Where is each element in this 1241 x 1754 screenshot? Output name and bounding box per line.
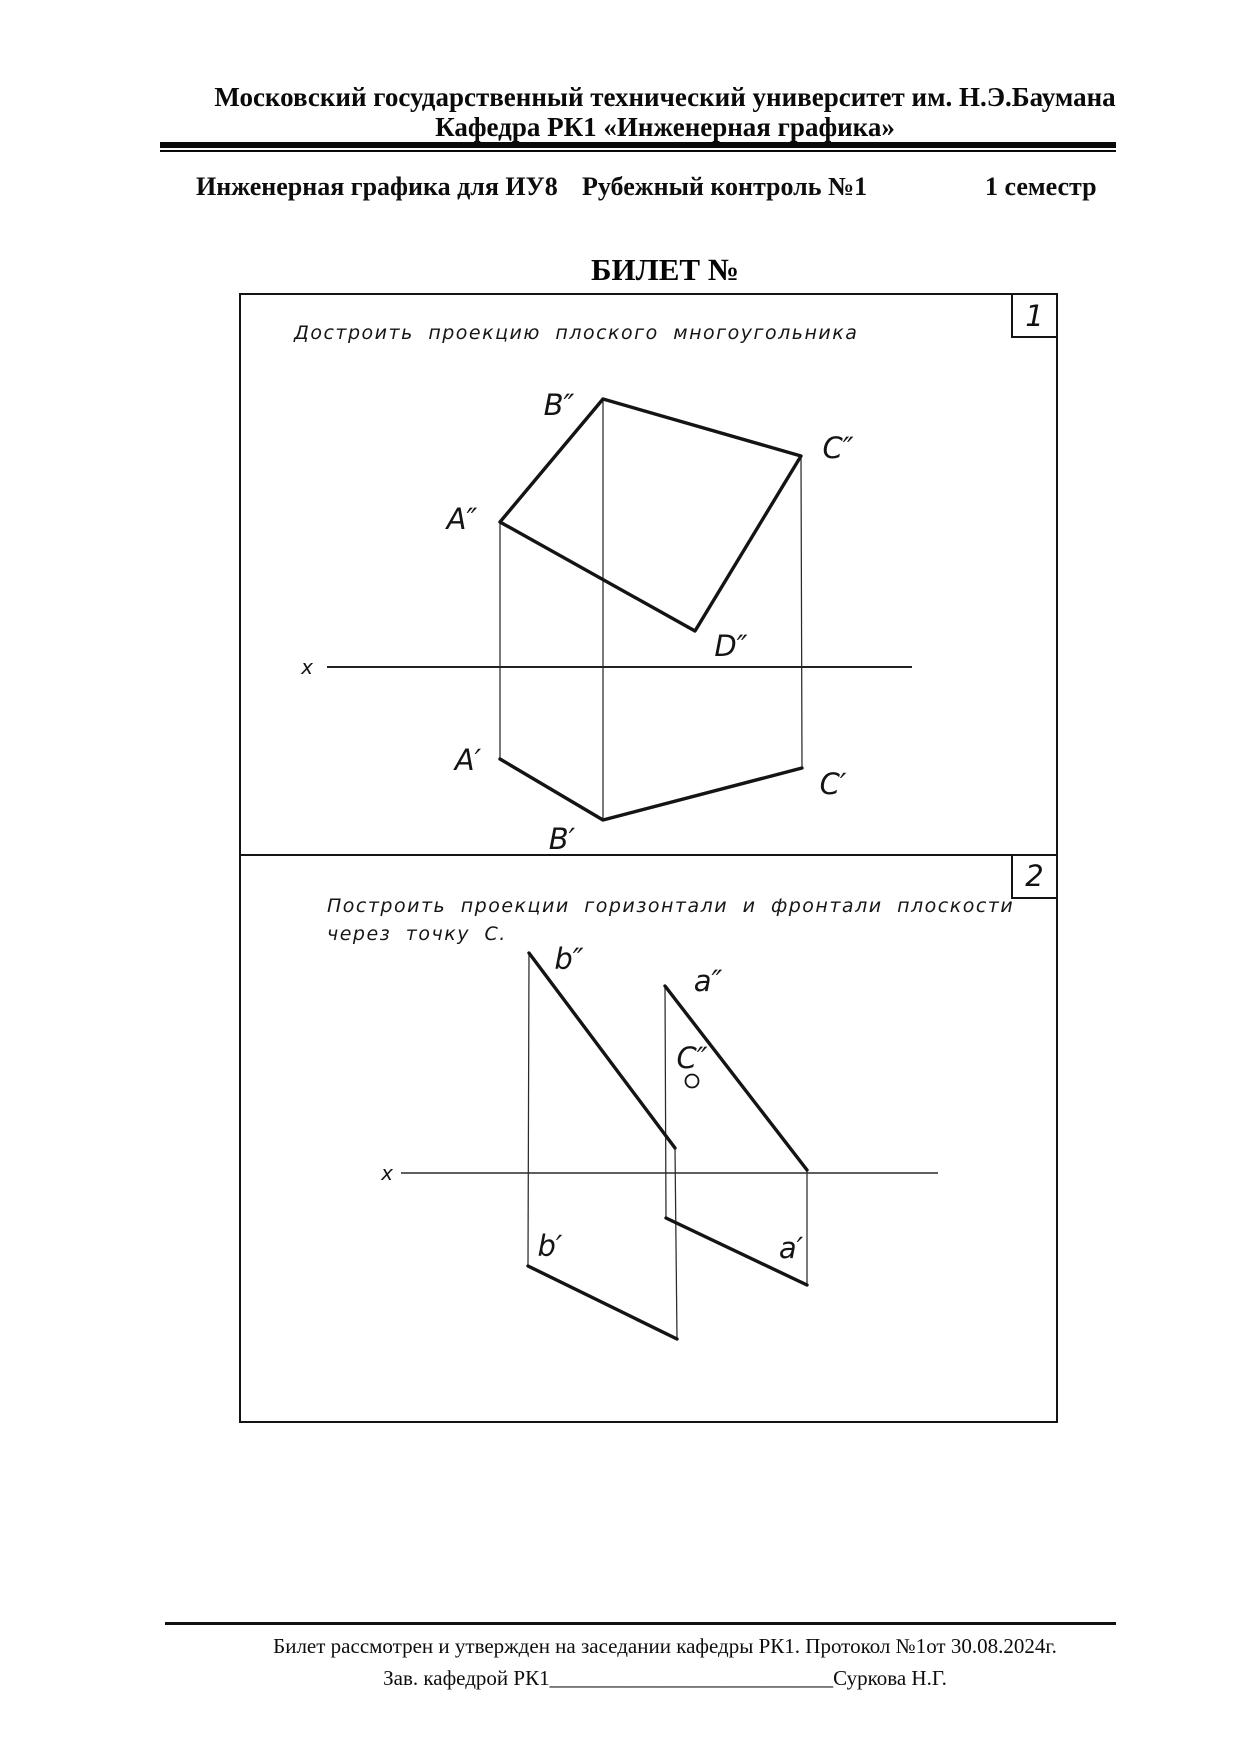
task1-label-A1: A′ — [454, 743, 482, 777]
task2-label-b2: b″ — [554, 941, 584, 976]
task2-label-a2: a″ — [693, 963, 723, 998]
footer-signature-blank: ___________________________ — [549, 1666, 834, 1690]
header-divider-thin-line — [160, 150, 1116, 152]
task1-label-B1: B′ — [548, 822, 576, 853]
task2-instruction-line1: Построить проекции горизонтали и фронтали плоскости — [327, 894, 1015, 917]
task2-line-b1 — [528, 1266, 677, 1339]
footer-approval: Билет рассмотрен и утвержден на заседании кафедры РК1. Протокол №1от 30.08.2024г. — [273, 1634, 1057, 1658]
semester-label: 1 семестр — [985, 172, 1097, 201]
footer-divider — [165, 1622, 1116, 1625]
task1-instruction: Достроить проекцию плоского многоугольника — [294, 322, 859, 344]
task1-box — [239, 293, 1058, 856]
task2-axis-label: x — [381, 1160, 393, 1185]
task1-label-C1: C′ — [819, 767, 847, 801]
task2-number: 2 — [1025, 859, 1044, 893]
footer-signature-name: Суркова Н.Г. — [833, 1666, 947, 1690]
department-title: Кафедра РК1 «Инженерная графика» — [435, 112, 895, 142]
header-divider-thick-line — [160, 142, 1116, 148]
task1-axis-label: x — [301, 655, 313, 679]
task1-label-B2: B″ — [543, 388, 575, 422]
task2-connector-a-left — [665, 986, 666, 1218]
task1-label-C2: C″ — [822, 431, 854, 465]
course-row — [0, 172, 1241, 200]
task1-connector-C — [801, 456, 802, 768]
header-divider — [160, 142, 1116, 152]
task2-label-C2: C″ — [676, 1040, 708, 1075]
task2-label-a1: a′ — [778, 1230, 804, 1265]
footer-signature — [95, 1666, 1235, 1691]
ticket-title: БИЛЕТ № — [591, 252, 739, 287]
task1-horizontal-polyline — [500, 759, 802, 820]
task1-number: 1 — [1025, 298, 1044, 333]
task2-connector-b-left — [528, 953, 529, 1266]
task2-line-b2 — [529, 953, 675, 1148]
university-title: Московский государственный технический университет им. Н.Э.Баумана — [214, 82, 1116, 112]
control-name: Рубежный контроль №1 — [582, 172, 868, 201]
footer-signature-prefix: Зав. кафедрой РК1 — [383, 1666, 550, 1690]
task2-drawing — [241, 856, 1055, 1420]
task2-instruction-line2: через точку С. — [327, 922, 507, 945]
course-name: Инженерная графика для ИУ8 — [196, 172, 558, 201]
task2-connector-b-right — [675, 1148, 677, 1339]
task2-point-C2-marker — [686, 1074, 699, 1087]
task2-box — [239, 854, 1058, 1424]
task1-label-D2: D″ — [714, 629, 748, 663]
task1-frontal-polygon — [500, 399, 801, 631]
task1-drawing — [241, 295, 1055, 853]
task1-label-A2: A″ — [446, 502, 478, 536]
task2-label-b1: b′ — [537, 1228, 563, 1263]
